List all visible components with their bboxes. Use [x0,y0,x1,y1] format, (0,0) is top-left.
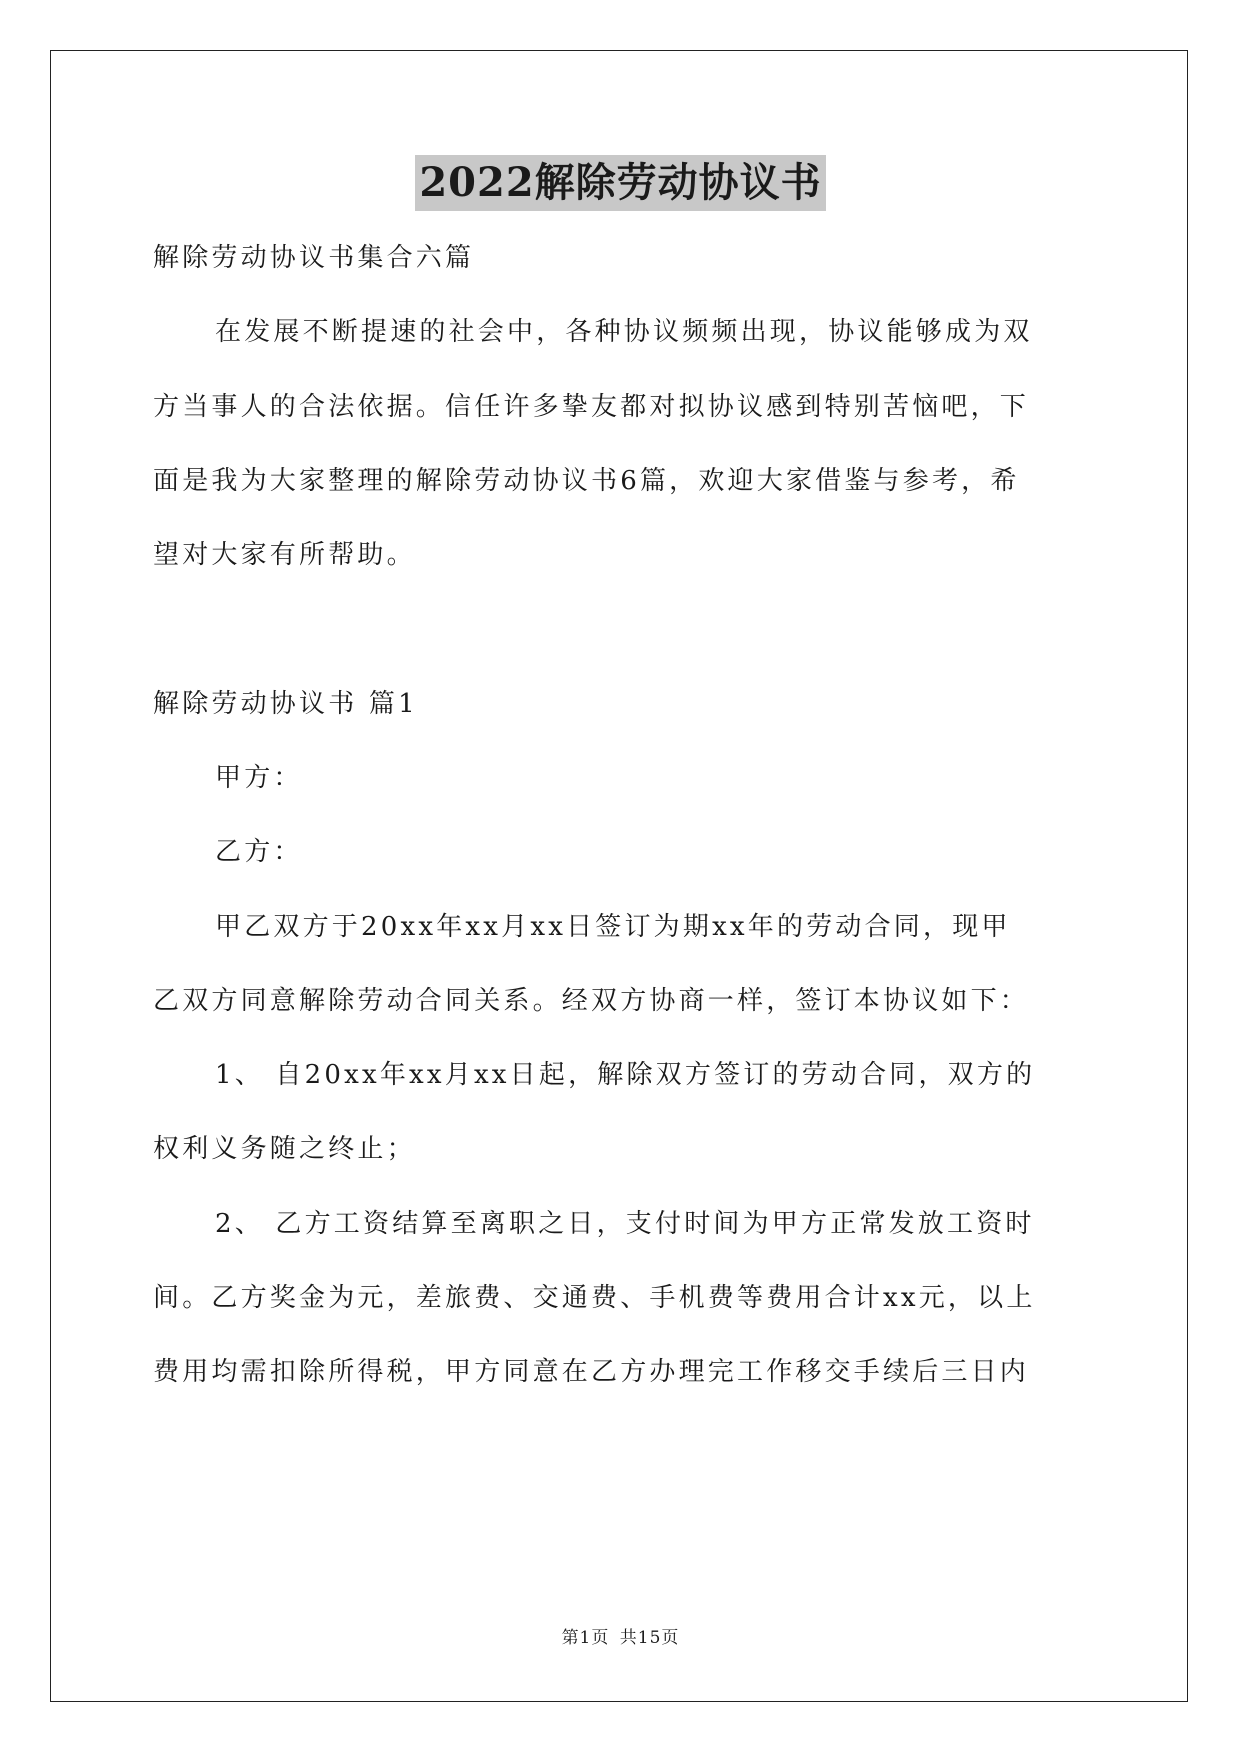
body-line: 间。乙方奖金为元，差旅费、交通费、手机费等费用合计xx元，以上 [153,1283,1036,1313]
intro-line: 望对大家有所帮助。 [153,540,416,570]
page-border [50,50,1188,1702]
document-title: 2022解除劳动协议书 [415,155,825,211]
intro-line: 在发展不断提速的社会中，各种协议频频出现，协议能够成为双 [215,317,1033,347]
body-line: 乙双方同意解除劳动合同关系。经双方协商一样，签订本协议如下： [153,986,1030,1016]
document-subtitle: 解除劳动协议书集合六篇 [153,243,475,273]
page-footer [0,1626,1241,1650]
body-line: 权利义务随之终止； [153,1134,416,1164]
body-line: 1、 自20xx年xx月xx日起，解除双方签订的劳动合同，双方的 [215,1060,1036,1090]
page-number: 第1页 [561,1628,610,1648]
intro-line: 面是我为大家整理的解除劳动协议书6篇，欢迎大家借鉴与参考，希 [153,466,1020,496]
body-line: 甲乙双方于20xx年xx月xx日签订为期xx年的劳动合同，现甲 [215,912,1011,942]
page-total: 共15页 [619,1628,680,1648]
party-a-label: 甲方： [215,763,303,793]
title-container [0,155,1241,211]
intro-line: 方当事人的合法依据。信任许多挚友都对拟协议感到特别苦恼吧，下 [153,392,1030,422]
party-b-label: 乙方： [215,837,303,867]
section-heading: 解除劳动协议书 篇1 [153,689,418,719]
body-line: 费用均需扣除所得税，甲方同意在乙方办理完工作移交手续后三日内 [153,1357,1030,1387]
body-line: 2、 乙方工资结算至离职之日，支付时间为甲方正常发放工资时 [215,1209,1035,1239]
